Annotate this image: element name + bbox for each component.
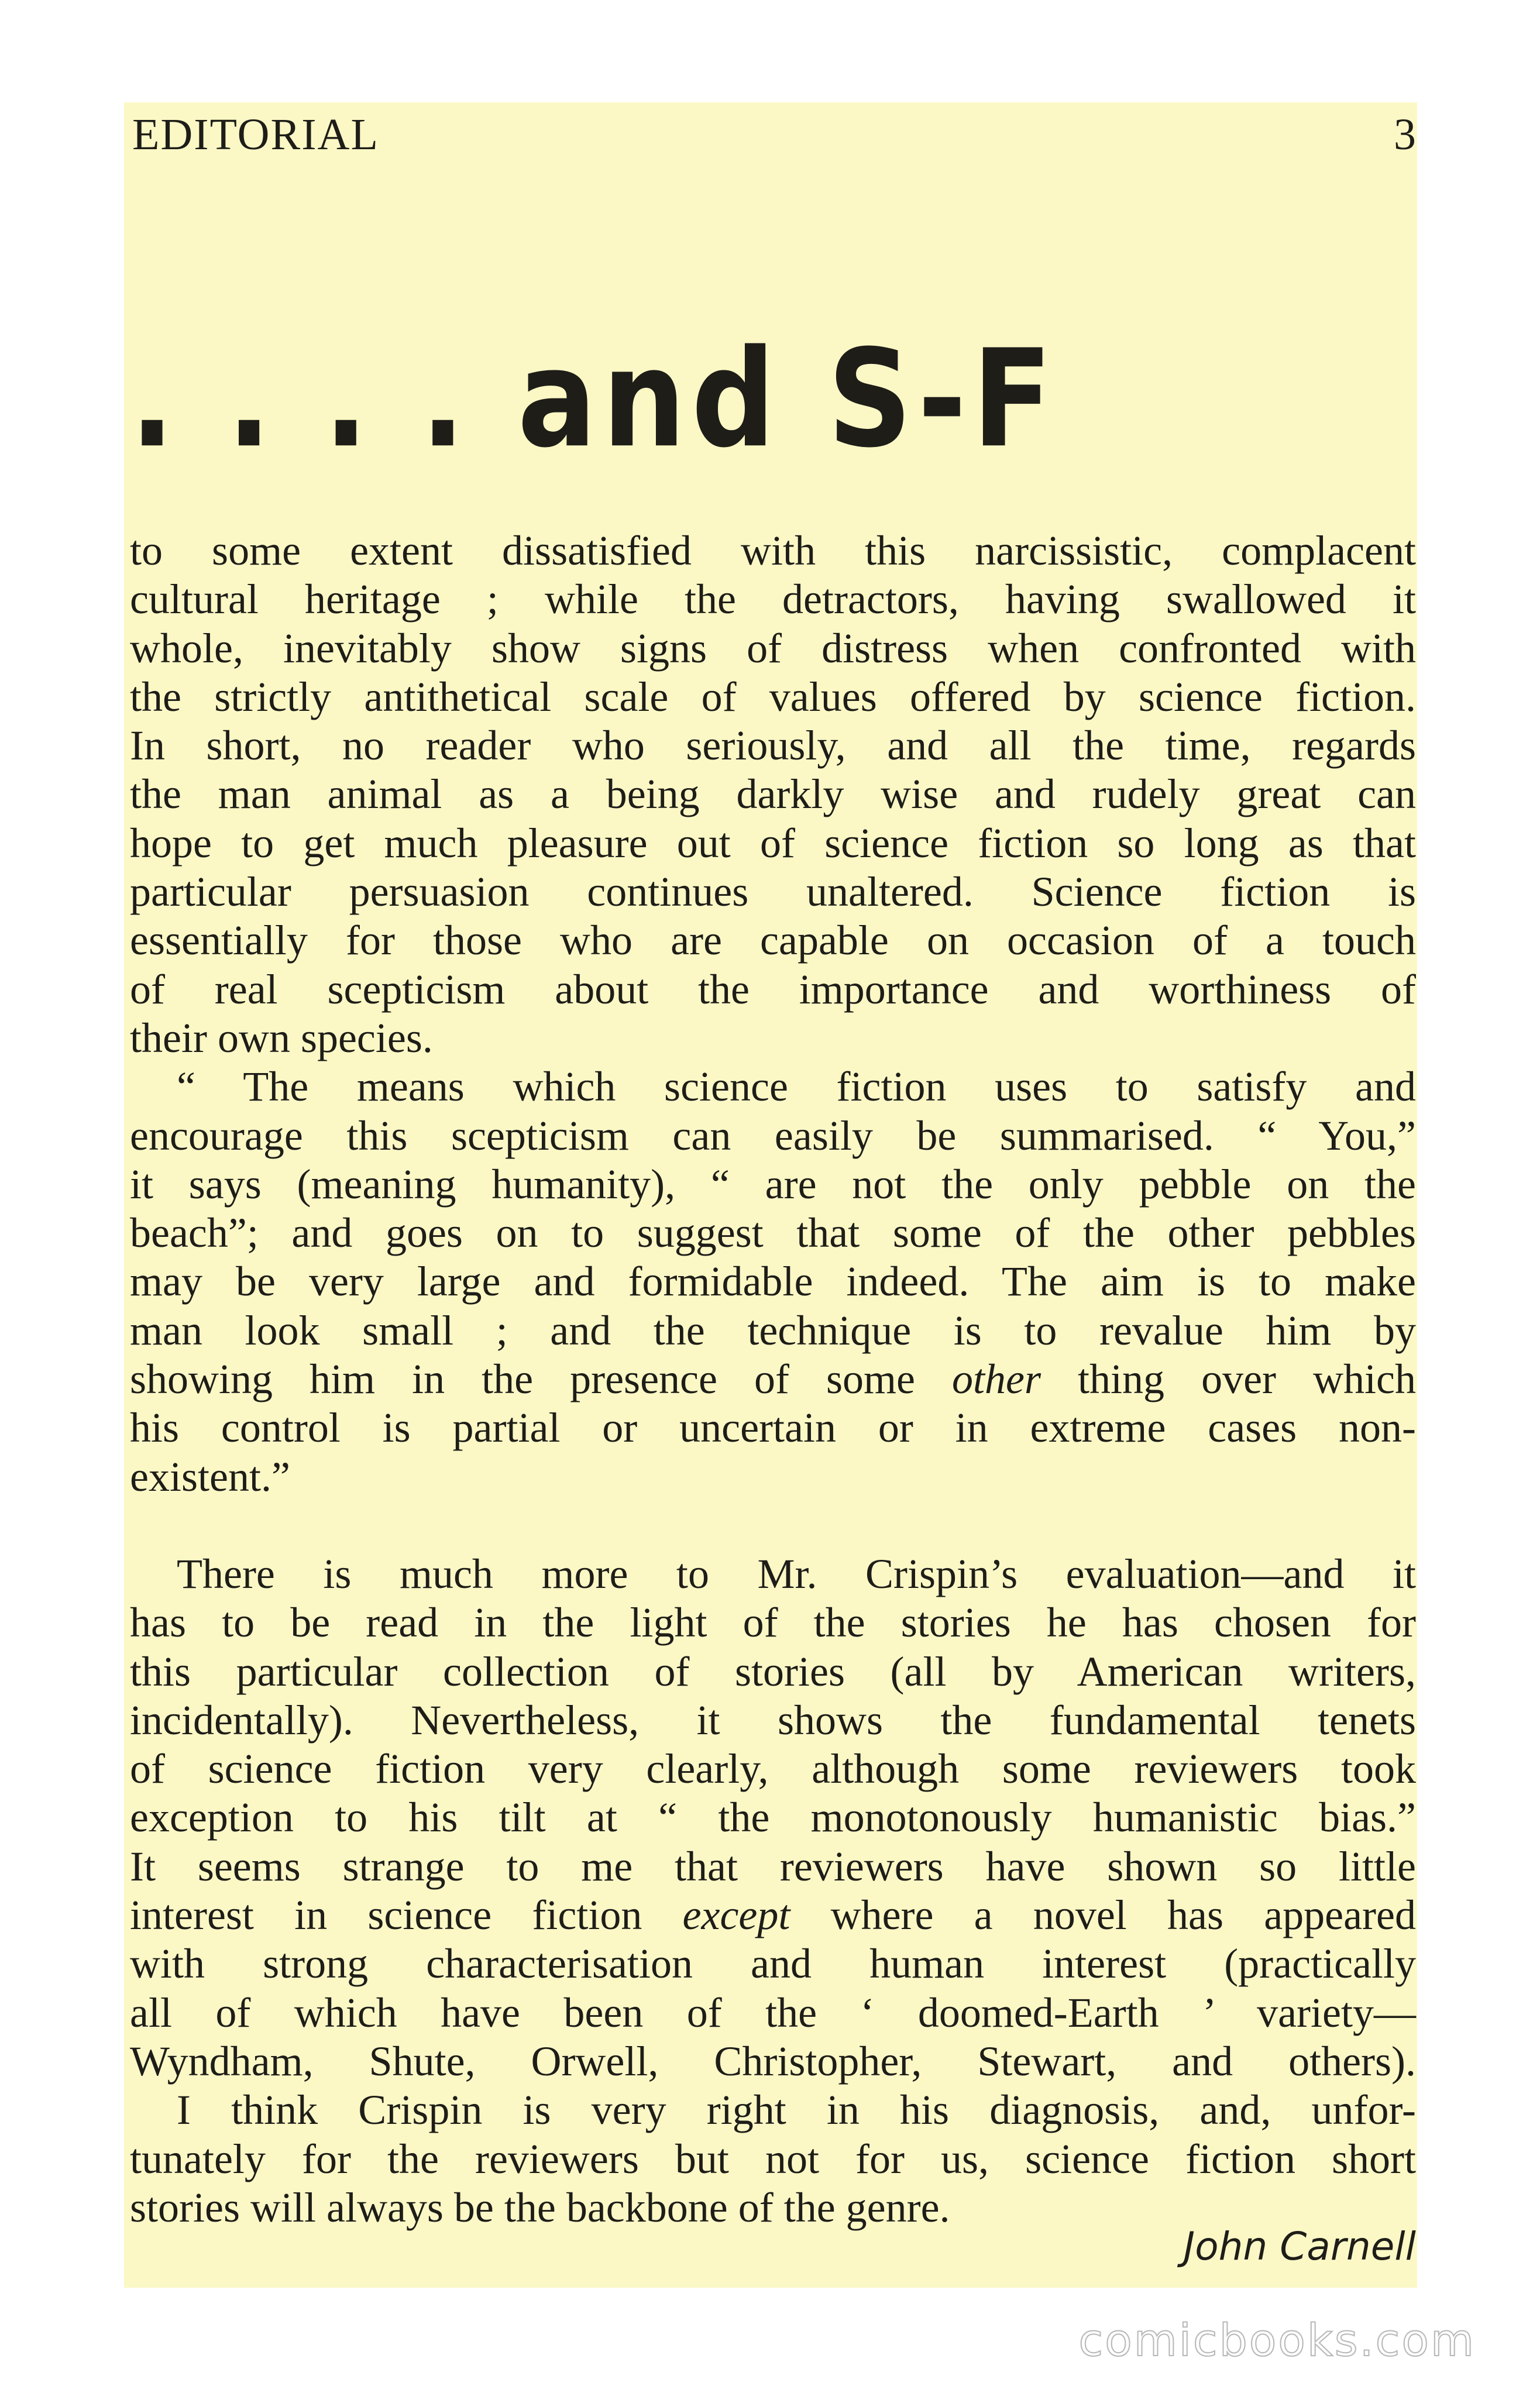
- text-line: exception to his tilt at “ the monotonously humanistic bias.”: [130, 1794, 1416, 1841]
- text-line: his control is partial or uncertain or in extreme cases non-: [130, 1404, 1416, 1452]
- text-line: encourage this scepticism can easily be summarised. “ You,”: [130, 1112, 1416, 1159]
- text-line: of real scepticism about the importance and worthiness of: [130, 965, 1416, 1013]
- text-line: whole, inevitably show signs of distress when confronted with: [130, 624, 1416, 672]
- text-line: stories will always be the backbone of the genre.: [130, 2184, 950, 2231]
- editorial-body: [130, 527, 1416, 2232]
- text-line: incidentally). Nevertheless, it shows the fundamental tenets: [130, 1696, 1416, 1744]
- text-line: interest in science fiction except where a novel has appeared: [130, 1892, 1416, 1939]
- text-line: I think Crispin is very right in his diagnosis, and, unfor-: [177, 2086, 1416, 2134]
- text-line: all of which have been of the ‘ doomed-Earth ’ variety—: [130, 1989, 1416, 2036]
- author-signature: John Carnell: [1183, 2224, 1416, 2269]
- text-line: Wyndham, Shute, Orwell, Christopher, Stewart, and others).: [130, 2037, 1416, 2085]
- section-title: EDITORIAL: [132, 110, 379, 159]
- text-line: There is much more to Mr. Crispin’s evaluation—and it: [177, 1550, 1416, 1597]
- text-line: essentially for those who are capable on occasion of a touch: [130, 917, 1416, 964]
- text-line: man look small ; and the technique is to revalue him by: [130, 1307, 1416, 1354]
- editorial-title: . . . . and S-F: [130, 321, 1058, 478]
- text-line: the strictly antithetical scale of values offered by science fiction.: [130, 673, 1416, 720]
- text-line: showing him in the presence of some other thing over which: [130, 1356, 1416, 1403]
- text-line: their own species.: [130, 1014, 433, 1061]
- text-line: of science fiction very clearly, although some reviewers took: [130, 1745, 1416, 1793]
- text-line: beach”; and goes on to suggest that some of the other pebbles: [130, 1209, 1416, 1257]
- text-line: hope to get much pleasure out of science fiction so long as that: [130, 819, 1416, 867]
- paragraph-gap: [130, 1501, 1416, 1550]
- text-line: particular persuasion continues unaltered. Science fiction is: [130, 868, 1416, 916]
- text-line: it says (meaning humanity), “ are not the only pebble on the: [130, 1160, 1416, 1208]
- text-line: It seems strange to me that reviewers have shown so little: [130, 1842, 1416, 1890]
- magazine-page: [124, 102, 1417, 2288]
- text-line: “ The means which science fiction uses to satisfy and: [177, 1063, 1416, 1111]
- text-line: to some extent dissatisfied with this narcissistic, complacent: [130, 527, 1416, 574]
- site-watermark: comicbooks.com: [1078, 2314, 1476, 2366]
- text-line: may be very large and formidable indeed. The aim is to make: [130, 1258, 1416, 1305]
- text-line: tunately for the reviewers but not for us, science fiction short: [130, 2135, 1416, 2182]
- text-line: cultural heritage ; while the detractors, having swallowed it: [130, 576, 1416, 623]
- page-number: 3: [1394, 110, 1417, 159]
- text-line: has to be read in the light of the stories he has chosen for: [130, 1599, 1416, 1646]
- text-line: In short, no reader who seriously, and all the time, regards: [130, 722, 1416, 769]
- text-line: with strong characterisation and human interest (practically: [130, 1940, 1416, 1988]
- text-line: this particular collection of stories (all by American writers,: [130, 1648, 1416, 1695]
- text-line: existent.”: [130, 1453, 290, 1500]
- text-line: the man animal as a being darkly wise and rudely great can: [130, 771, 1416, 818]
